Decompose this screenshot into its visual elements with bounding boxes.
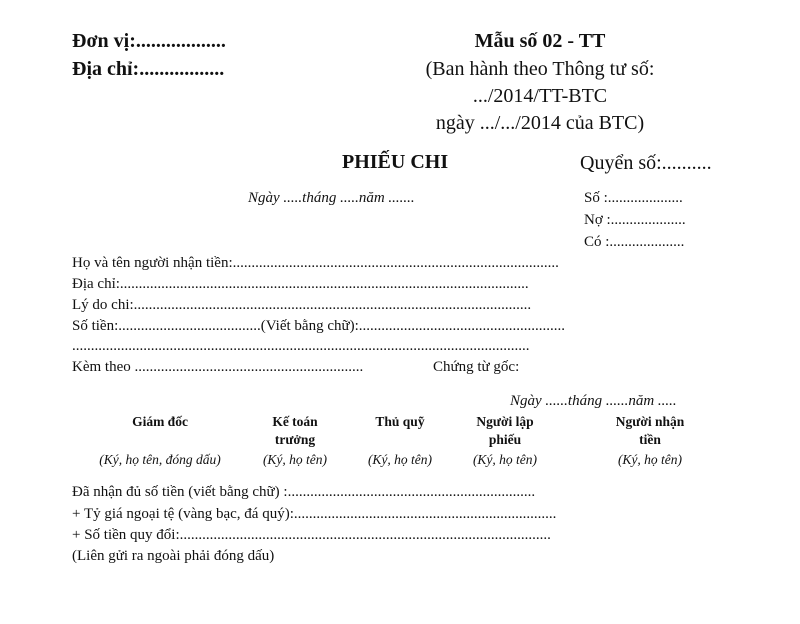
signature-title-director: Giám đốc xyxy=(132,414,188,429)
payee-address-field: Địa chỉ:............................................................................................................. xyxy=(72,276,529,292)
payment-reason-field: Lý do chi:.......................................................................................................... xyxy=(72,297,532,313)
issued-by-line-3: ngày .../.../2014 của BTC) xyxy=(435,112,645,134)
blank-line: .......................................................................................................................... xyxy=(72,338,530,354)
signature-note-preparer: (Ký, họ tên) xyxy=(472,452,538,467)
signature-title-preparer: Người lập phiếu xyxy=(476,414,534,447)
payee-name-field: Họ và tên người nhận tiền:....................................................................................... xyxy=(72,255,559,271)
amount-field: Số tiền:......................................(Viết bằng chữ):....................................................... xyxy=(72,318,566,334)
voucher-number: Số :.................... xyxy=(584,190,683,206)
debit-account: Nợ :.................... xyxy=(584,212,686,228)
amount-received-field: Đã nhận đủ số tiền (viết bằng chữ) :.................................................................. xyxy=(72,484,536,500)
signature-title-chief-accountant: Kế toán trưởng xyxy=(272,414,318,447)
issued-by-line-2: .../2014/TT-BTC xyxy=(472,85,608,107)
signature-note-chief-accountant: (Ký, họ tên) xyxy=(262,452,328,467)
book-number: Quyển số:.......... xyxy=(580,152,712,174)
attachments-field: Kèm theo ............................................................. xyxy=(72,359,364,375)
document-date: Ngày .....tháng .....năm ....... xyxy=(248,190,415,206)
signature-title-recipient: Người nhận tiền xyxy=(615,414,685,447)
origin-documents-label: Chứng từ gốc: xyxy=(433,359,520,375)
form-number: Mẫu số 02 - TT xyxy=(474,30,606,52)
signature-note-cashier: (Ký, họ tên) xyxy=(367,452,433,467)
address-header-field: Địa chỉ:................. xyxy=(72,58,225,80)
exchange-rate-field: + Tỷ giá ngoại tệ (vàng bạc, đá quý):...................................................................... xyxy=(72,506,557,522)
document-title: PHIẾU CHI xyxy=(342,151,449,173)
signature-note-recipient: (Ký, họ tên) xyxy=(617,452,683,467)
signature-date: Ngày ......tháng ......năm ..... xyxy=(510,393,677,409)
converted-amount-field: + Số tiền quy đổi:................................................................................................... xyxy=(72,527,551,543)
credit-account: Có :.................... xyxy=(584,234,685,250)
issued-by-line-1: (Ban hành theo Thông tư số: xyxy=(425,58,655,80)
signature-note-director: (Ký, họ tên, đóng dấu) xyxy=(99,452,221,467)
signature-title-cashier: Thủ quỹ xyxy=(375,414,425,429)
stamp-note: (Liên gửi ra ngoài phải đóng dấu) xyxy=(72,548,275,564)
unit-field: Đơn vị:.................. xyxy=(72,30,226,52)
